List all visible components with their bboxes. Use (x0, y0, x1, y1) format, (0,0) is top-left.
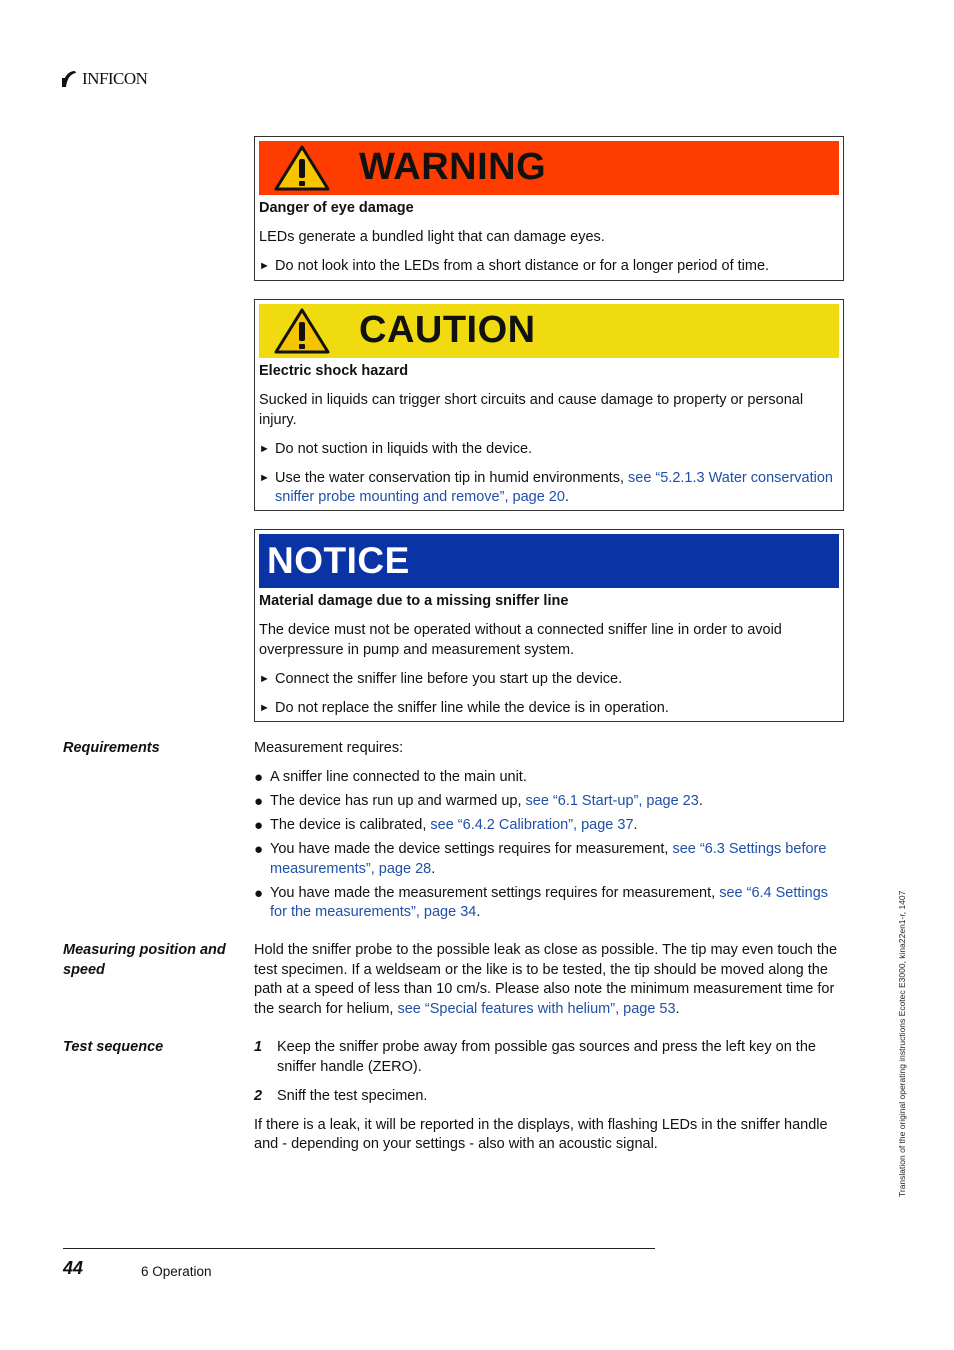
caution-banner (259, 304, 839, 358)
caution-text: Sucked in liquids can trigger short circuits and cause damage to property or personal injury. (259, 392, 804, 428)
bullet-icon: ● (254, 817, 264, 834)
warning-heading: Danger of eye damage (259, 200, 414, 216)
test-result-text: If there is a leak, it will be reported in the displays, with flashing LEDs in the sniffer handle and - depending on your settings - also with an acoustic signal. (254, 1116, 828, 1152)
cross-reference-link[interactable]: see “6.4.2 Calibration”, page 37 (430, 817, 634, 833)
caution-triangle-icon (273, 307, 331, 355)
warning-box (254, 136, 844, 281)
notice-heading: Material damage due to a missing sniffer line (259, 593, 569, 609)
notice-label: NOTICE (267, 540, 410, 582)
list-item: ● A sniffer line connected to the main unit. (254, 769, 527, 786)
bullet-icon: ● (254, 769, 264, 786)
requirements-list (254, 768, 846, 923)
step-item: 1 Keep the sniffer probe away from possible gas sources and press the left key on the sniffer handle (ZERO). (254, 1039, 816, 1075)
warning-action: ► Do not look into the LEDs from a short distance or for a longer period of time. (259, 257, 839, 277)
cross-reference-link[interactable]: see “5.2.1.3 Water conservation sniffer probe mounting and remove”, page 20 (275, 469, 833, 505)
arrow-right-icon: ► (259, 701, 270, 714)
warning-label: WARNING (359, 146, 547, 189)
cross-reference-link[interactable]: see “6.3 Settings before measurements”, page 28 (270, 841, 827, 877)
arrow-right-icon: ► (259, 471, 270, 484)
bullet-icon: ● (254, 841, 264, 858)
cross-reference-link[interactable]: see “6.4 Settings for the measurements”, page 34 (270, 884, 829, 920)
list-item: ● You have made the device settings requires for measurement, see “6.3 Settings before measurements”, page 28. (254, 840, 846, 879)
cross-reference-link[interactable]: see “Special features with helium”, page 53 (397, 1000, 676, 1017)
arrow-right-icon: ► (259, 672, 270, 685)
measuring-label: Measuring position and speed (63, 942, 226, 978)
notice-box (254, 529, 844, 722)
test-sequence-label: Test sequence (63, 1039, 164, 1055)
warning-banner (259, 141, 839, 195)
test-sequence-section (254, 1038, 846, 1164)
notice-text: The device must not be operated without a connected sniffer line in order to avoid overpressure in pump and measurement system. (259, 622, 782, 658)
measuring-section (254, 941, 846, 1029)
brand-logo (60, 66, 147, 92)
measuring-text: Hold the sniffer probe to the possible leak as close as possible. The tip may even touch the test specimen. If a weldseam or the like is to be tested, the tip should be moved along the path at a speed of less than 10 cm/s. Please also note the minimum measurement time for the search for helium, see “Special features with helium”, page 53. (254, 942, 838, 1017)
chapter-title: 6 Operation (141, 1264, 212, 1279)
notice-action: ► Connect the sniffer line before you start up the device. (259, 670, 839, 690)
caution-action: ► Use the water conservation tip in humid environments, see “5.2.1.3 Water conservation sniffer probe mounting and remove”, page 20. (259, 469, 839, 508)
brand-name: INFICON (82, 69, 148, 89)
page-number: 44 (63, 1258, 84, 1278)
arrow-right-icon: ► (259, 260, 270, 272)
warning-triangle-icon (273, 144, 331, 192)
bullet-icon: ● (254, 884, 264, 902)
arrow-right-icon: ► (259, 442, 270, 455)
list-item: ● The device is calibrated, see “6.4.2 Calibration”, page 37. (254, 817, 638, 834)
step-item: 2 Sniff the test specimen. (254, 1087, 428, 1104)
requirements-label: Requirements (63, 740, 160, 756)
warning-text: LEDs generate a bundled light that can damage eyes. (259, 229, 605, 245)
notice-action: ► Do not replace the sniffer line while the device is in operation. (259, 699, 839, 719)
cross-reference-link[interactable]: see “6.1 Start-up”, page 23 (525, 793, 699, 809)
footer-divider (63, 1248, 655, 1249)
document-side-note: Translation of the original operating instructions Ecotec E3000, kina22en1-r, 1407 (897, 890, 907, 1197)
list-item: ● You have made the measurement settings requires for measurement, see “6.4 Settings for the measurements”, page 34. (254, 884, 846, 923)
caution-box (254, 299, 844, 511)
requirements-section (254, 739, 846, 927)
caution-action: ► Do not suction in liquids with the device. (259, 440, 839, 460)
list-item: ● The device has run up and warmed up, see “6.1 Start-up”, page 23. (254, 793, 703, 810)
notice-banner (259, 534, 839, 588)
requirements-intro: Measurement requires: (254, 740, 404, 756)
caution-label: CAUTION (359, 309, 536, 352)
caution-heading: Electric shock hazard (259, 363, 409, 379)
inficon-logo-icon (60, 69, 78, 89)
bullet-icon: ● (254, 793, 264, 810)
